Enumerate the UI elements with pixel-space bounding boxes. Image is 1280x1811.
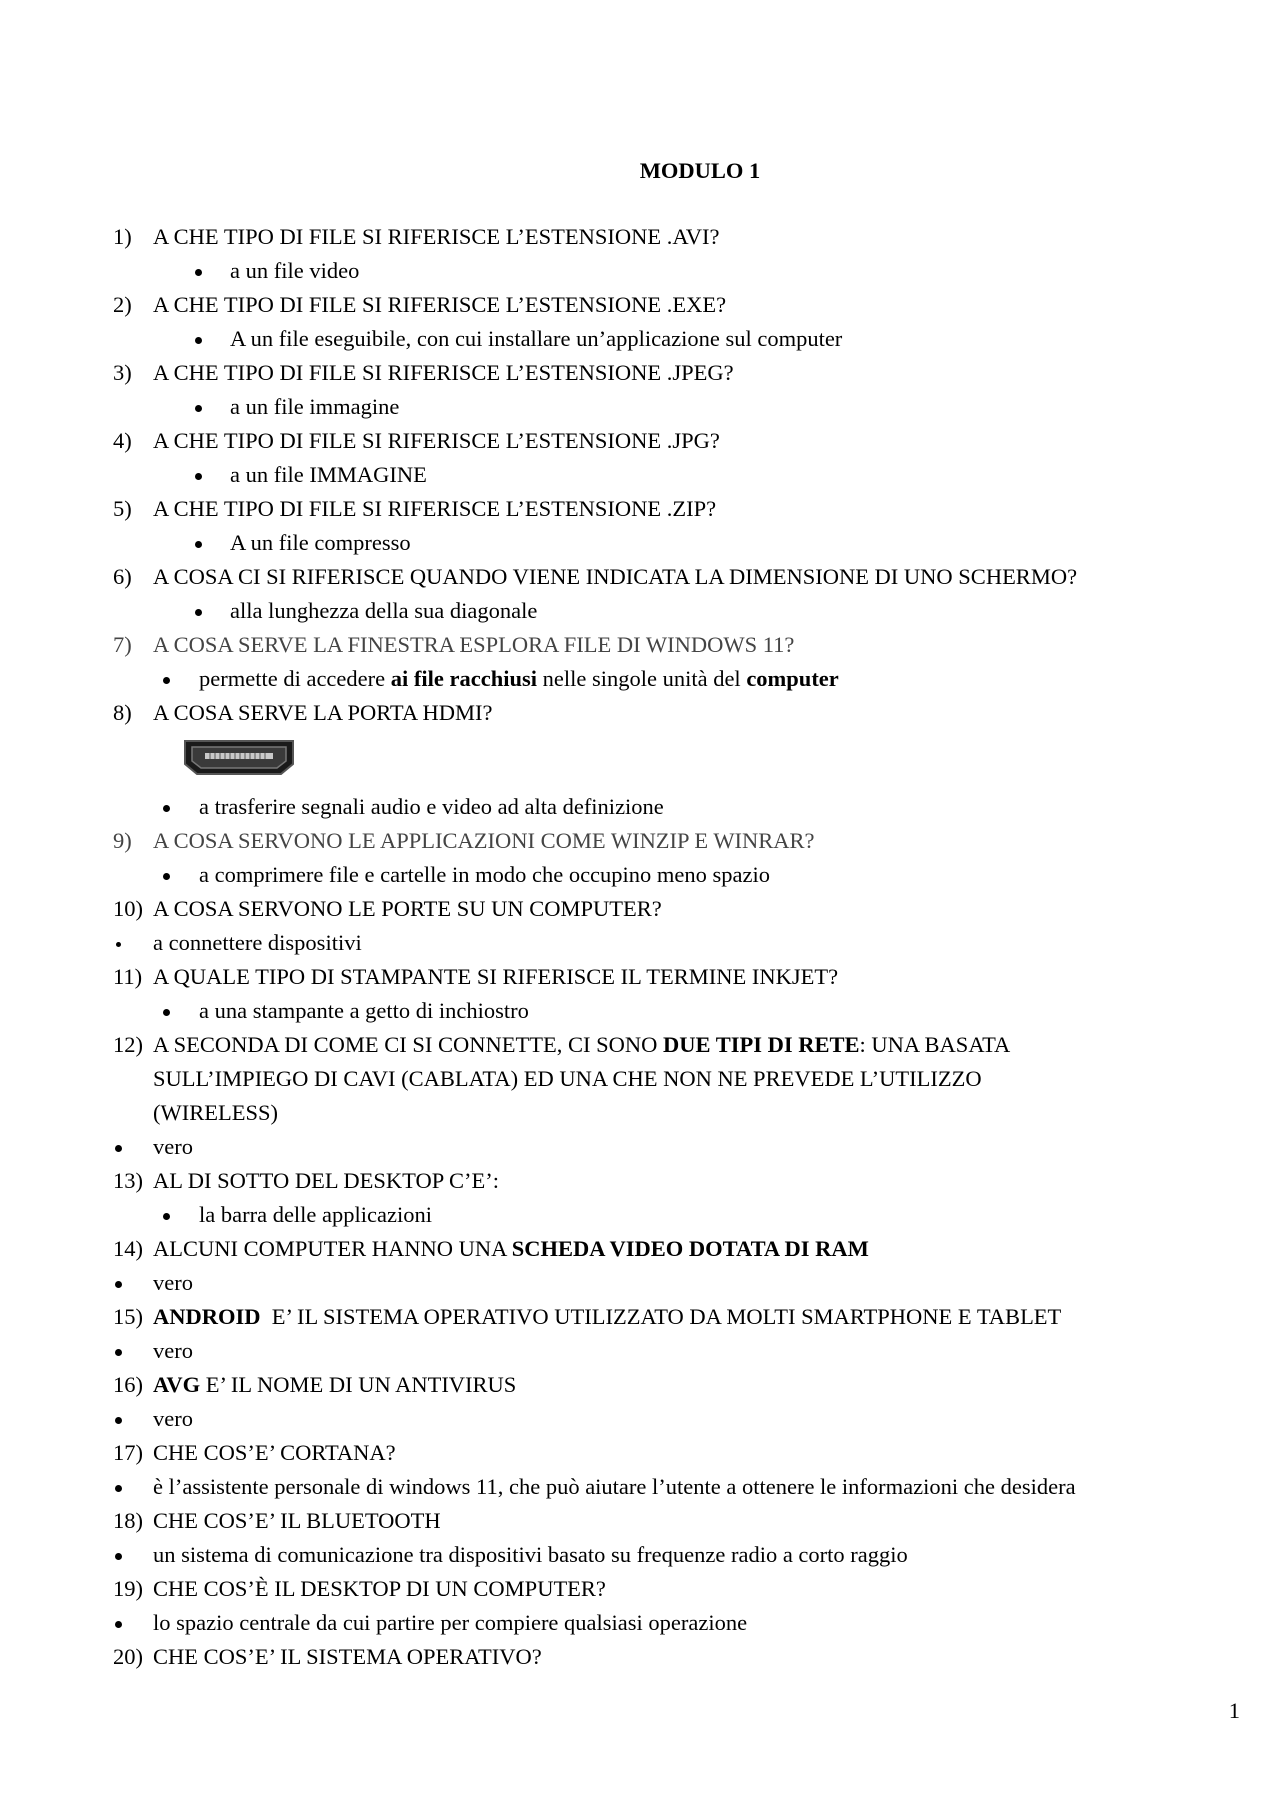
question-2 [113,288,1233,322]
answer-text: a un file IMMAGINE [230,462,427,487]
answer-13 [113,1198,1233,1232]
answer-text: vero [153,1338,193,1363]
bullet-icon [163,805,170,812]
question-number: 9) [113,828,132,853]
question-number: 17) [113,1440,143,1465]
question-number: 15) [113,1304,143,1329]
answer-bold-text: computer [746,666,839,691]
page-title: MODULO 1 [639,158,761,183]
bullet-icon [195,405,202,412]
question-text: A CHE TIPO DI FILE SI RIFERISCE L’ESTENSIONE .ZIP? [153,496,717,521]
question-text: : UNA BASATA [859,1032,1011,1057]
bullet-icon [115,1621,122,1628]
question-number: 19) [113,1576,143,1601]
question-number: 11) [113,964,143,989]
question-number: 20) [113,1644,143,1669]
question-text: A CHE TIPO DI FILE SI RIFERISCE L’ESTENSIONE .AVI? [153,224,720,249]
answer-17 [113,1470,1233,1504]
question-text: ALCUNI COMPUTER HANNO UNA [153,1236,512,1261]
answer-text: a comprimere file e cartelle in modo che occupino meno spazio [199,862,771,887]
answer-12 [113,1130,1233,1164]
bullet-icon [163,873,170,880]
question-text: A QUALE TIPO DI STAMPANTE SI RIFERISCE IL TERMINE INKJET? [153,964,839,989]
bullet-icon [163,1009,170,1016]
answer-text: permette di accedere [199,666,391,691]
answer-1 [113,254,1233,288]
question-text: A CHE TIPO DI FILE SI RIFERISCE L’ESTENSIONE .JPG? [153,428,720,453]
question-text: AL DI SOTTO DEL DESKTOP C’E’: [153,1168,500,1193]
answer-text: alla lunghezza della sua diagonale [230,598,538,623]
answer-text: vero [153,1406,193,1431]
question-13 [113,1164,1233,1198]
question-20 [113,1640,1233,1674]
question-1 [113,220,1233,254]
question-number: 10) [113,896,143,921]
question-number: 18) [113,1508,143,1533]
question-text: CHE COS’E’ IL BLUETOOTH [153,1508,441,1533]
answer-text: a un file video [230,258,360,283]
answer-2 [113,322,1233,356]
question-4 [113,424,1233,458]
question-11 [113,960,1233,994]
answer-text: è l’assistente personale di windows 11, che può aiutare l’utente a ottenere le informazioni che desidera [153,1474,1076,1499]
answer-text: a un file immagine [230,394,400,419]
answer-text: vero [153,1270,193,1295]
answer-15 [113,1334,1233,1368]
question-text: E’ IL SISTEMA OPERATIVO UTILIZZATO DA MOLTI SMARTPHONE E TABLET [260,1304,1062,1329]
question-list [113,220,1233,1674]
question-number: 4) [113,428,132,453]
question-17 [113,1436,1233,1470]
question-6 [113,560,1233,594]
question-number: 5) [113,496,132,521]
answer-11 [113,994,1233,1028]
answer-text: vero [153,1134,193,1159]
answer-9 [113,858,1233,892]
answer-19 [113,1606,1233,1640]
answer-text: A un file eseguibile, con cui installare un’applicazione sul computer [230,326,843,351]
question-text: A COSA SERVE LA FINESTRA ESPLORA FILE DI WINDOWS 11? [153,632,795,657]
question-5 [113,492,1233,526]
question-text: E’ IL NOME DI UN ANTIVIRUS [200,1372,517,1397]
question-number: 7) [113,632,132,657]
question-3 [113,356,1233,390]
question-16 [113,1368,1233,1402]
question-14 [113,1232,1233,1266]
question-9 [113,824,1233,858]
answer-text: a connettere dispositivi [153,930,362,955]
hdmi-port-icon [183,738,295,776]
bullet-icon [195,337,202,344]
question-12-line-2: SULL’IMPIEGO DI CAVI (CABLATA) ED UNA CHE NON NE PREVEDE L’UTILIZZO [153,1066,982,1091]
answer-text: la barra delle applicazioni [199,1202,432,1227]
bullet-icon [115,1485,122,1492]
question-bold-text: DUE TIPI DI RETE [663,1032,860,1057]
question-number: 16) [113,1372,143,1397]
question-text: A CHE TIPO DI FILE SI RIFERISCE L’ESTENSIONE .JPEG? [153,360,734,385]
question-8 [113,696,1233,730]
page-number: 1 [1228,1698,1240,1723]
answer-18 [113,1538,1233,1572]
question-number: 14) [113,1236,143,1261]
answer-16 [113,1402,1233,1436]
bullet-icon [115,1417,122,1424]
question-number: 8) [113,700,132,725]
question-number: 6) [113,564,132,589]
question-number: 1) [113,224,132,249]
bullet-icon [195,541,202,548]
answer-7 [113,662,1233,696]
question-text: A COSA SERVONO LE APPLICAZIONI COME WINZIP E WINRAR? [153,828,815,853]
bullet-icon [163,677,170,684]
question-text: A SECONDA DI COME CI SI CONNETTE, CI SONO [153,1032,664,1057]
question-15 [113,1300,1233,1334]
answer-text: A un file compresso [230,530,411,555]
bullet-icon [116,942,121,947]
question-text: CHE COS’È IL DESKTOP DI UN COMPUTER? [153,1576,606,1601]
answer-text: un sistema di comunicazione tra dispositivi basato su frequenze radio a corto raggio [153,1542,908,1567]
bullet-icon [115,1553,122,1560]
answer-3 [113,390,1233,424]
answer-text: nelle singole unità del [536,666,747,691]
bullet-icon [195,269,202,276]
bullet-icon [115,1281,122,1288]
answer-10 [113,926,1233,960]
answer-6 [113,594,1233,628]
answer-text: lo spazio centrale da cui partire per compiere qualsiasi operazione [153,1610,748,1635]
question-10 [113,892,1233,926]
question-bold-text: ANDROID [153,1304,261,1329]
question-text: CHE COS’E’ IL SISTEMA OPERATIVO? [153,1644,542,1669]
question-19 [113,1572,1233,1606]
question-bold-text: AVG [153,1372,201,1397]
bullet-icon [163,1213,170,1220]
question-text: A COSA CI SI RIFERISCE QUANDO VIENE INDICATA LA DIMENSIONE DI UNO SCHERMO? [153,564,1078,589]
bullet-icon [115,1349,122,1356]
answer-5 [113,526,1233,560]
question-7 [113,628,1233,662]
question-number: 12) [113,1032,143,1057]
question-text: A COSA SERVONO LE PORTE SU UN COMPUTER? [153,896,662,921]
question-text: CHE COS’E’ CORTANA? [153,1440,396,1465]
question-number: 13) [113,1168,143,1193]
question-12-line-3: (WIRELESS) [153,1100,278,1125]
question-number: 3) [113,360,132,385]
answer-bold-text: ai file racchiusi [390,666,537,691]
bullet-icon [195,473,202,480]
answer-4 [113,458,1233,492]
bullet-icon [115,1145,122,1152]
hdmi-image-row [113,730,1233,790]
question-text: A COSA SERVE LA PORTA HDMI? [153,700,493,725]
question-bold-text: SCHEDA VIDEO DOTATA DI RAM [511,1236,869,1261]
bullet-icon [195,609,202,616]
question-18 [113,1504,1233,1538]
answer-text: a una stampante a getto di inchiostro [199,998,529,1023]
answer-8 [113,790,1233,824]
question-number: 2) [113,292,132,317]
question-12 [113,1028,1233,1062]
answer-text: a trasferire segnali audio e video ad alta definizione [199,794,664,819]
answer-14 [113,1266,1233,1300]
question-text: A CHE TIPO DI FILE SI RIFERISCE L’ESTENSIONE .EXE? [153,292,727,317]
